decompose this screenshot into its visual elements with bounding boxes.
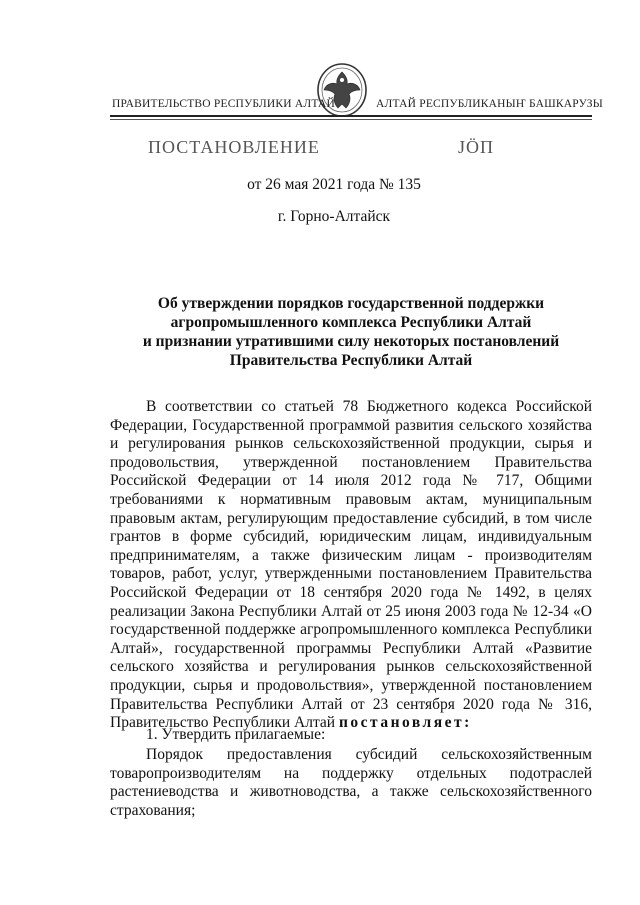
preamble-paragraph — [110, 398, 592, 733]
clause-1: 1. Утвердить прилагаемые: — [146, 726, 326, 743]
title-line: и признании утратившими силу некоторых постановлений — [142, 333, 560, 350]
title-line: Правительства Республики Алтай — [229, 352, 473, 369]
document-type-ru: ПОСТАНОВЛЕНИЕ — [148, 137, 320, 157]
title-line: агропромышленного комплекса Республики Алтай — [170, 314, 532, 331]
preamble-text: В соответствии со статьей 78 Бюджетного кодекса Российской Федерации, Государственной программой развития сельского хозяйства и регулирования рынков сельскохозяйственной продукции, сырья и продовольствия, утвержденной постановлением Правительства Российской Федерации от 14 июля 2012 года № 717, Общими требованиями к нормативным правовым актам, муниципальным правовым актам, регулирующим предоставление субсидий, в том числе грантов в форме субсидий, юридическим лицам, индивидуальным предпринимателям, а также физическим лицам - производителям товаров, работ, услуг, утвержденными постановлением Правительства Российской Федерации от 18 сентября 2020 года № 1492, в целях реализации Закона Республики Алтай от 25 июня 2003 года № 12-34 «О государственной поддержке агропромышленного комплекса Республики Алтай», государственной программы Республики Алтай «Развитие сельского хозяйства и регулирования рынков сельскохозяйственной продукции, сырья и продовольствия», утвержденной постановлением Правительства Республики Алтай от 23 сентября 2020 года № 316, Правительство Республики Алтай — [110, 398, 592, 732]
government-name-ru: ПРАВИТЕЛЬСТВО РЕСПУБЛИКИ АЛТАЙ — [112, 98, 336, 110]
document-city: г. Горно-Алтайск — [277, 208, 391, 225]
decree-word: постановляет: — [338, 714, 472, 732]
clause-1-subitem: Порядок предоставления субсидий сельскохозяйственным товаропроизводителям на поддержку отдельных подотраслей растениеводства и животноводства, а также сельскохозяйственного страхования; — [110, 746, 592, 819]
government-name-alt: АЛТАЙ РЕСПУБЛИКАНЫҤ БАШКАРУЗЫ — [376, 98, 603, 110]
document-title — [110, 294, 592, 370]
header-divider-thin — [110, 119, 592, 120]
title-line: Об утверждении порядков государственной поддержки — [157, 295, 545, 312]
header-divider — [110, 115, 592, 117]
document-type-alt: ЈӦП — [458, 137, 495, 157]
document-date-number: от 26 мая 2021 года № 135 — [247, 176, 421, 193]
